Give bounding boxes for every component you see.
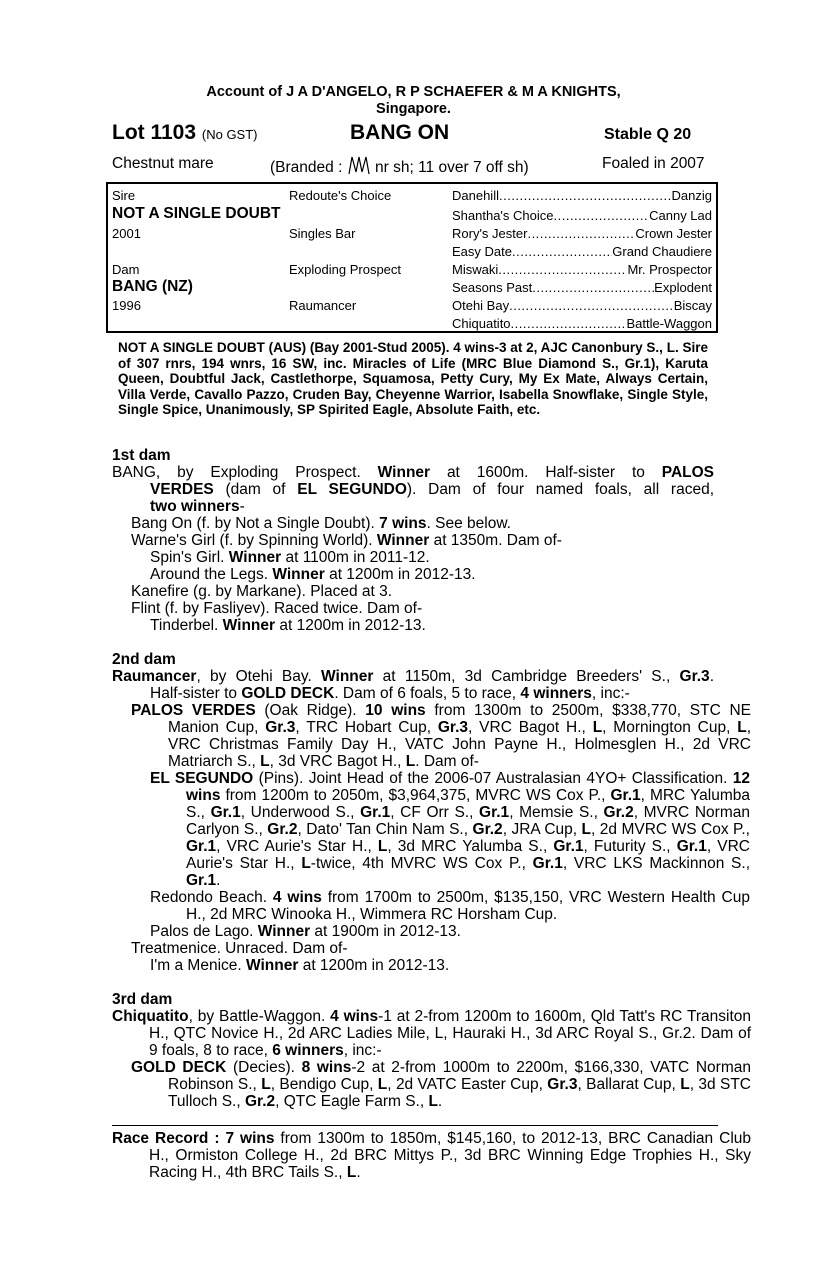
ancestor-row	[452, 188, 712, 203]
horse-sex: Chestnut mare	[112, 155, 214, 172]
ancestor-name: Easy Date	[452, 244, 512, 259]
chiquatito-entry: Chiquatito, by Battle-Waggon. 4 wins-1 at 2-from 1200m to 1600m, Qld Tatt's RC Transiton H., QTC Novice H., 2d ARC Ladies Mile, L, Hauraki H., 3d ARC Royal S., Gr.2. Dam of 9 foals, 8 to race, 6 winners, inc:-	[112, 1008, 751, 1059]
progeny-entry: Tinderbel. Winner at 1200m in 2012-13.	[150, 617, 426, 634]
ancestor-sire: Explodent	[654, 280, 712, 295]
first-dam-line: BANG, by Exploding Prospect. Winner at 1600m. Half-sister to PALOS	[112, 464, 715, 481]
first-dam-line: VERDES (dam of EL SEGUNDO). Dam of four named foals, all raced,	[150, 481, 714, 498]
progeny-entry: Bang On (f. by Not a Single Doubt). 7 wins. See below.	[131, 515, 511, 532]
ancestor-sire: Mr. Prospector	[627, 262, 712, 277]
dam-dam: Raumancer	[289, 298, 357, 313]
race-record: Race Record : 7 wins from 1300m to 1850m, $145,160, to 2012-13, BRC Canadian Club H., Ormiston College H., 2d BRC Mittys P., 3d BRC Winning Edge Trophies H., Sky Racing H., 4th BRC Tails S., L.	[112, 1130, 751, 1181]
divider	[112, 1125, 718, 1126]
ancestor-row	[452, 280, 712, 295]
ancestor-row	[452, 298, 712, 313]
account-line-1: Account of J A D'ANGELO, R P SCHAEFER & M A KNIGHTS,	[206, 84, 621, 100]
ancestor-row	[452, 316, 712, 331]
brand-before: (Branded :	[270, 159, 343, 176]
second-dam-line: Raumancer, by Otehi Bay. Winner at 1150m, 3d Cambridge Breeders' S., Gr.3.	[112, 668, 714, 685]
sire-sire: Redoute's Choice	[289, 188, 392, 203]
ancestor-name: Otehi Bay	[452, 298, 510, 313]
first-dam-line: two winners-	[150, 498, 245, 515]
ancestor-sire: Biscay	[673, 298, 712, 313]
account-line-2: Singapore.	[376, 101, 451, 117]
gold-deck-entry: GOLD DECK (Decies). 8 wins-2 at 2-from 1000m to 2200m, $166,330, VATC Norman Robinson S., L, Bendigo Cup, L, 2d VATC Easter Cup, Gr.3, Ballarat Cup, L, 3d STC Tulloch S., Gr.2, QTC Eagle Farm S., L.	[131, 1059, 751, 1110]
ancestor-sire: Danzig	[671, 188, 712, 203]
sire-year: 2001	[112, 226, 141, 241]
progeny-entry: Palos de Lago. Winner at 1900m in 2012-13.	[150, 923, 461, 940]
ancestor-sire: Grand Chaudiere	[612, 244, 712, 259]
brand-after: nr sh; 11 over 7 off sh)	[375, 159, 529, 176]
brand-info	[270, 155, 529, 177]
ancestor-name: Chiquatito	[452, 316, 511, 331]
ancestor-name: Danehill	[452, 188, 499, 203]
horse-name: BANG ON	[350, 121, 450, 144]
ancestor-name: Miswaki	[452, 262, 499, 277]
third-dam-heading: 3rd dam	[112, 991, 173, 1008]
lot-number	[112, 121, 258, 145]
brand-mark-icon	[347, 155, 371, 175]
palos-verdes-entry: PALOS VERDES (Oak Ridge). 10 wins from 1300m to 2500m, $338,770, STC NE Manion Cup, Gr.3, TRC Hobart Cup, Gr.3, VRC Bagot H., L, Mornington Cup, L, VRC Christmas Family Day H., VATC John Payne H., Holmesglen H., 2d VRC Matriarch S., L, 3d VRC Bagot H., L. Dam of-	[131, 702, 752, 770]
first-dam-heading: 1st dam	[112, 447, 171, 464]
progeny-entry: Kanefire (g. by Markane). Placed at 3.	[131, 583, 393, 600]
foaled-year: Foaled in 2007	[602, 155, 705, 172]
sire-dam: Singles Bar	[289, 226, 356, 241]
dam-sire: Exploding Prospect	[289, 262, 402, 277]
ancestor-row	[452, 262, 712, 277]
ancestor-sire: Crown Jester	[635, 226, 712, 241]
lot-label: Lot 1103	[112, 121, 197, 144]
ancestor-name: Shantha's Choice	[452, 208, 554, 223]
ancestor-name: Rory's Jester	[452, 226, 528, 241]
progeny-entry: Flint (f. by Fasliyev). Raced twice. Dam of-	[131, 600, 423, 617]
account-heading	[0, 84, 827, 118]
dam-year: 1996	[112, 298, 141, 313]
redondo-beach-entry: Redondo Beach. 4 wins from 1700m to 2500m, $135,150, VRC Western Health Cup H., 2d MRC Winooka H., Wimmera RC Horsham Cup.	[150, 889, 750, 923]
second-dam-heading: 2nd dam	[112, 651, 176, 668]
sire-label: Sire	[112, 188, 136, 203]
dam-label: Dam	[112, 262, 140, 277]
stable-number: Stable Q 20	[604, 126, 692, 143]
ancestor-row	[452, 244, 712, 259]
ancestor-row	[452, 226, 712, 241]
progeny-entry: Spin's Girl. Winner at 1100m in 2011-12.	[150, 549, 430, 566]
progeny-entry: Treatmenice. Unraced. Dam of-	[131, 940, 348, 957]
sire-summary: NOT A SINGLE DOUBT (AUS) (Bay 2001-Stud 2005). 4 wins-3 at 2, AJC Canonbury S., L. Sire of 307 rnrs, 194 wnrs, 16 SW, inc. Miracles of Life (MRC Blue Diamond S., Gr.1), Karuta Queen, Doubtful Jack, Castlethorpe, Squamosa, Petty Cury, My Ex Mate, Always Certain, Villa Verde, Cavallo Pazzo, Cruden Bay, Cheyenne Warrior, Isabella Snowflake, Single Style, Single Spice, Unanimously, SP Spirited Eagle, Absolute Faith, etc.	[118, 340, 708, 418]
ancestor-row	[452, 208, 712, 223]
ancestor-name: Seasons Past	[452, 280, 533, 295]
progeny-entry: I'm a Menice. Winner at 1200m in 2012-13.	[150, 957, 450, 974]
ancestor-sire: Canny Lad	[649, 208, 712, 223]
ancestor-sire: Battle-Waggon	[626, 316, 712, 331]
el-segundo-entry: EL SEGUNDO (Pins). Joint Head of the 2006-07 Australasian 4YO+ Classification. 12 wins from 1200m to 2050m, $3,964,375, MVRC WS Cox P., Gr.1, MRC Yalumba S., Gr.1, Underwood S., Gr.1, CF Orr S., Gr.1, Memsie S., Gr.2, MVRC Norman Carlyon S., Gr.2, Dato' Tan Chin Nam S., Gr.2, JRA Cup, L, 2d MVRC WS Cox P., Gr.1, VRC Aurie's Star H., L, 3d MRC Yalumba S., Gr.1, Futurity S., Gr.1, VRC Aurie's Star H., L-twice, 4th MVRC WS Cox P., Gr.1, VRC LKS Mackinnon S., Gr.1.	[150, 770, 751, 889]
dam-name: BANG (NZ)	[112, 278, 193, 295]
progeny-entry: Around the Legs. Winner at 1200m in 2012-13.	[150, 566, 476, 583]
gst-note: (No GST)	[201, 127, 258, 142]
progeny-entry: Warne's Girl (f. by Spinning World). Winner at 1350m. Dam of-	[131, 532, 562, 549]
sire-name: NOT A SINGLE DOUBT	[112, 205, 281, 222]
second-dam-line: Half-sister to GOLD DECK. Dam of 6 foals, 5 to race, 4 winners, inc:-	[150, 685, 630, 702]
pedigree-table	[106, 182, 718, 333]
